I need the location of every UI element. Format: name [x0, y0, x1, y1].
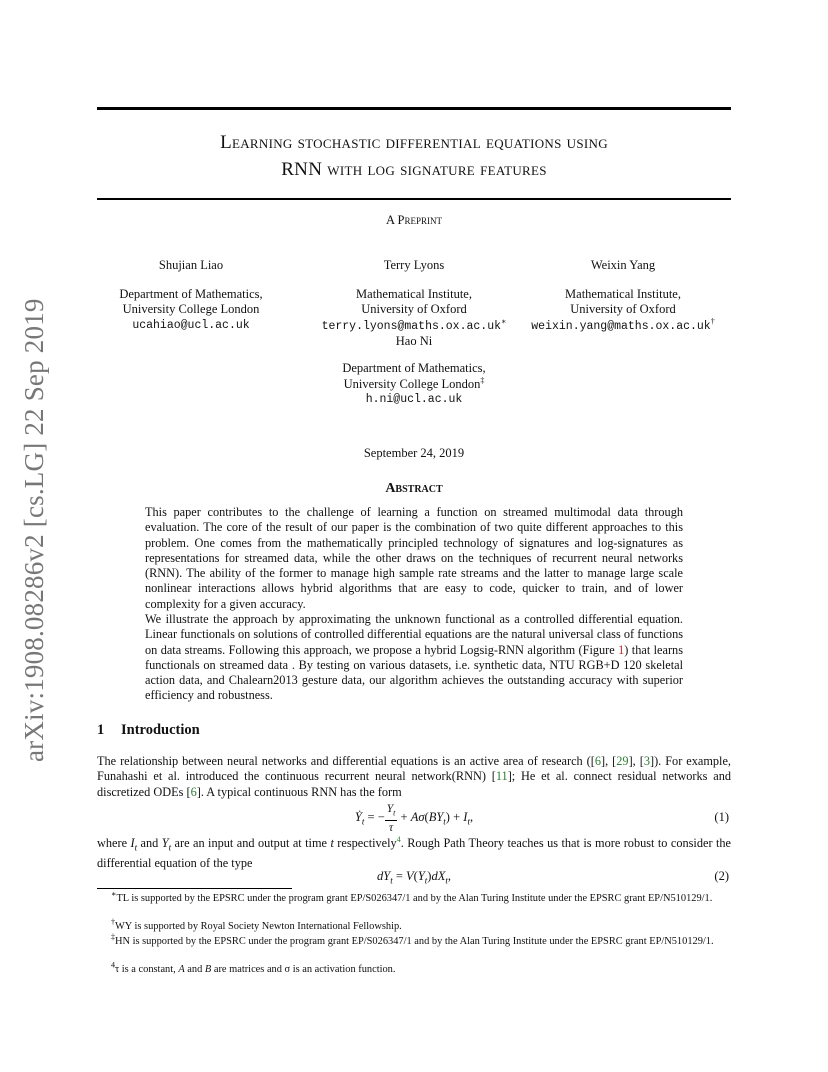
- citation-link[interactable]: 11: [495, 769, 508, 784]
- author-email[interactable]: h.ni@ucl.ac.uk: [365, 393, 463, 406]
- section-title: Introduction: [121, 722, 200, 738]
- citation-link[interactable]: 3: [643, 754, 650, 768]
- citation-link[interactable]: 6: [594, 754, 602, 768]
- author-name: Weixin Yang: [590, 258, 656, 272]
- figure-link[interactable]: 1: [618, 642, 625, 657]
- author-affiliation: Mathematical Institute,: [356, 286, 472, 301]
- arxiv-identifier: arXiv:1908.08286v2 [cs.LG] 22 Sep 2019: [19, 298, 49, 762]
- author-affiliation: Department of Mathematics,: [119, 286, 263, 301]
- author-affiliation: University of Oxford: [361, 302, 467, 316]
- footnote-link[interactable]: 4: [396, 834, 401, 844]
- author-name: Shujian Liao: [158, 258, 224, 272]
- preprint-label: A Preprint: [386, 213, 442, 227]
- intro-paragraph-1: The relationship between neural networks and differential equations is an active area of research ([6], [29], [3]). For example, Funahashi et al. introduced the continuous recurrent neural network(RNN) [11]; He et al. connect residual networks and discretized ODEs [6]. A typical continuous RNN has the form: [97, 754, 732, 799]
- author-yang: [518, 258, 728, 334]
- author-email[interactable]: weixin.yang@maths.ox.ac.uk: [531, 319, 711, 333]
- title-bottom-rule: [97, 198, 731, 200]
- abstract-paragraph-2: We illustrate the approach by approximating the unknown functional as a controlled differential equation. Linear functionals on solutions of controlled differential equations are the natural universal class of functions on data streams. Following this approach, we propose a hybrid Logsig-RNN algorithm (Figure 1) that learns functionals on streamed data . By testing on various datasets, i.e. synthetic data, NTU RGB+D 120 skeletal action data, and Chalearn2013 gesture data, our algorithm achieves the outstanding accuracy with superior efficiency and robustness.: [145, 612, 683, 703]
- footnote-4: $^4$τ is a constant, A and B are matrices and σ is an activation function.: [111, 960, 396, 975]
- author-liao: [100, 258, 282, 333]
- section-heading: [97, 722, 200, 739]
- author-lyons: [296, 258, 532, 350]
- author-email[interactable]: terry.lyons@maths.ox.ac.uk: [321, 319, 501, 333]
- equation-number: (2): [714, 869, 729, 883]
- footnote-mark[interactable]: †: [710, 316, 715, 326]
- citation-link[interactable]: 6: [190, 784, 197, 799]
- author-affiliation: Department of Mathematics,: [342, 361, 486, 375]
- equation-number: (1): [714, 810, 729, 824]
- footnote-mark[interactable]: ∗: [501, 316, 507, 326]
- footnote-rule: [97, 888, 292, 889]
- author-ni: [296, 361, 532, 408]
- equation-2: $dY_t = V(Y_t)dX_t$, (2): [376, 869, 729, 886]
- author-name: Hao Ni: [395, 334, 433, 348]
- author-affiliation: University College London: [122, 302, 260, 316]
- author-email[interactable]: ucahiao@ucl.ac.uk: [132, 318, 250, 332]
- equation-1: Ẏ$_t$ = − $\frac{Y_t}{\tau}$ + $A\sigma(BY_t) + I_t$, (1): [354, 803, 729, 835]
- footnote-3: ‡HN is supported by the EPSRC under the program grant EP/S026347/1 and by the Alan Turing Institute under the EPSRC grant EP/N510129/1.: [111, 932, 714, 947]
- author-name: Terry Lyons: [383, 258, 445, 272]
- footnote-mark[interactable]: ‡: [480, 375, 485, 385]
- footnote-2: †WY is supported by Royal Society Newton International Fellowship.: [111, 917, 402, 932]
- paper-date: September 24, 2019: [363, 446, 465, 460]
- fraction: $\frac{Y_t}{\tau}$: [386, 803, 396, 835]
- citation-link[interactable]: 29: [616, 754, 629, 768]
- title-top-rule: [97, 107, 731, 110]
- abstract-paragraph-1: This paper contributes to the challenge of learning a function on streamed multimodal data through evaluation. The core of the result of our paper is the combination of two quite different approaches to this problem. One comes from the mathematically principled technology of signatures and log-signatures as representations for streamed data, while the other draws on the techniques of recurrent neural networks (RNN). The ability of the former to manage high sample rate streams and the latter to manage large scale nonlinear interactions allows hybrid algorithms that are easy to code, quicker to train, and of lower complexity for a given accuracy.: [145, 505, 683, 611]
- section-number: 1: [97, 722, 105, 738]
- title-line-1: Learning stochastic differential equations using: [220, 132, 608, 153]
- intro-paragraph-2: where $I_t$ and $Y_t$ are an input and output at time t respectively$^4$. Rough Path Theory teaches us that is more robust to consider the differential equation of the type: [97, 834, 732, 870]
- footnote-1: ∗TL is supported by the EPSRC under the program grant EP/S026347/1 and by the Alan Turing Institute under the EPSRC grant EP/N510129/1.: [111, 889, 713, 904]
- abstract-heading: Abstract: [385, 481, 443, 496]
- author-affiliation: University of Oxford: [570, 302, 676, 316]
- author-affiliation: University College London: [343, 376, 481, 391]
- author-affiliation: Mathematical Institute,: [565, 286, 681, 301]
- title-line-2: RNN with log signature features: [281, 159, 547, 180]
